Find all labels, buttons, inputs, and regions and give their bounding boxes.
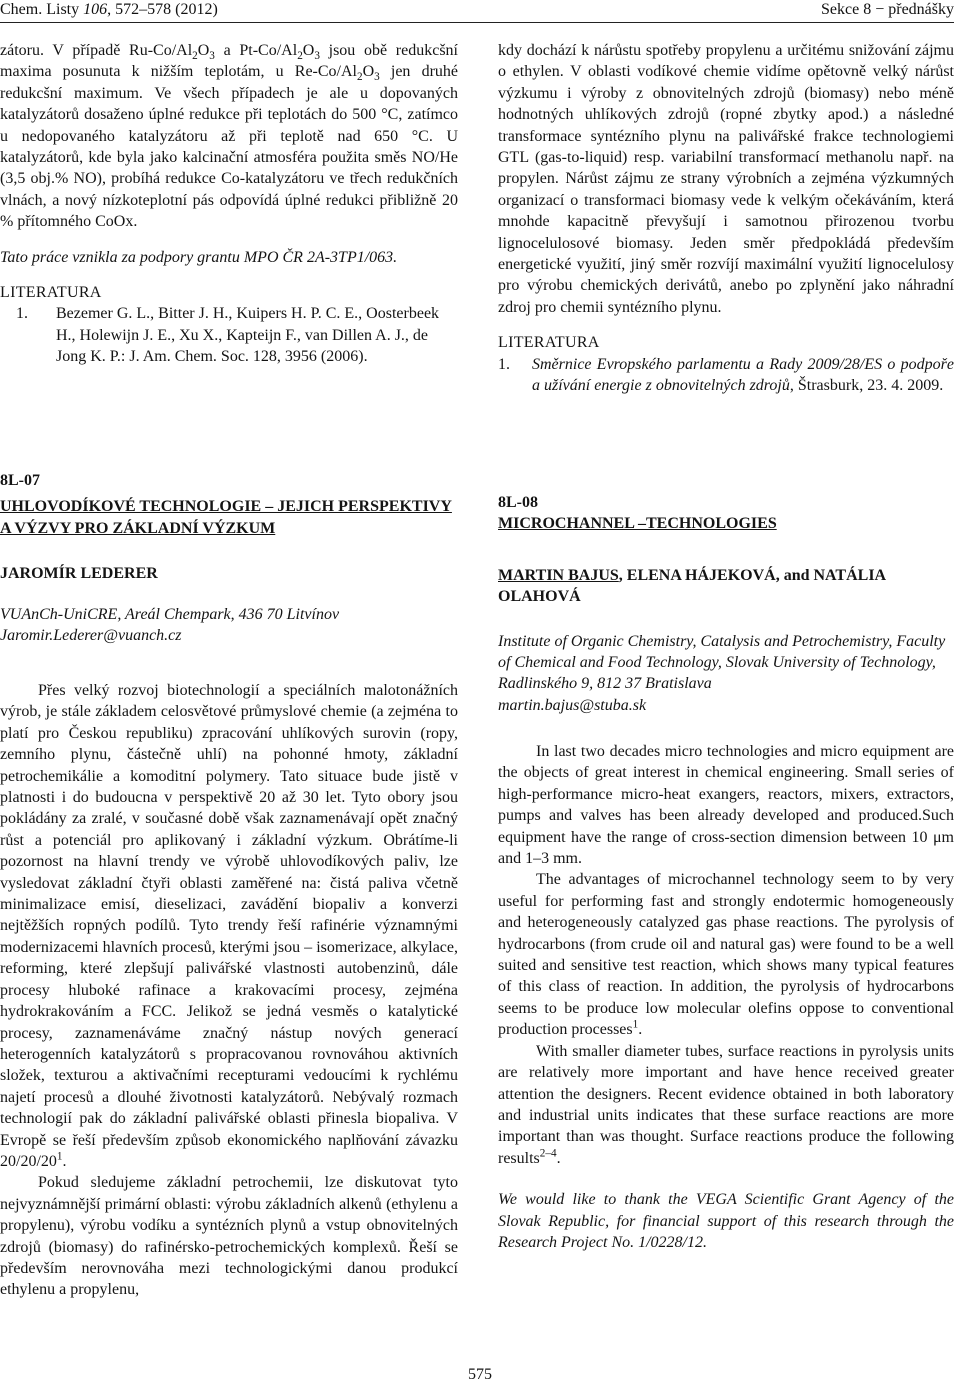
email-right: martin.bajus@stuba.sk — [498, 696, 647, 714]
abstract-left-body — [0, 680, 458, 1301]
coauthors: , ELENA HÁJEKOVÁ, and NATÁLIA OLAHOVÁ — [498, 566, 886, 606]
grant-note: Tato práce vznikla za podpory grantu MPO ČR 2A-3TP1/063. — [0, 248, 398, 266]
journal-name: Chem. Listy — [0, 1, 80, 18]
reference-number: 1. — [16, 305, 28, 323]
abstract-right-body — [498, 741, 954, 1253]
author-left: JAROMÍR LEDERER — [0, 565, 158, 583]
reference-item — [498, 354, 954, 397]
abstract-code-right: 8L-08 — [498, 494, 538, 511]
reference-title: Směrnice Evropského parlamentu a Rady 2009/28/ES o podpoře a užívání energie z obnovitelných zdrojů — [532, 355, 954, 395]
page-header — [0, 0, 960, 22]
abstract-left-paragraph-2: Pokud sledujeme základní petrochemii, lze diskutovat tyto nejvyznámnější primární oblasti: výrobu základních alkenů (ethylenu a propylenu), výrobu vodíku a syntézních plynů a vstup obnovitelných zdrojů (biomasy) do rafinérsko-petrochemických komplexů. Řeší se především nerovnováha mezi technologickými danou produkcí ethylenu a propylenu, — [0, 1174, 458, 1299]
abstract-right-paragraph-3: With smaller diameter tubes, surface reactions in pyrolysis units are relatively more important and have hence received greater attention the designers. Recent evidence obtained in both laboratory and industrial units indicates that these surface reactions are more important than was thought. Surface reactions produce the following results$^{2-4}$. — [498, 1042, 954, 1167]
journal-citation — [0, 0, 218, 20]
abstract-right — [498, 492, 954, 716]
journal-volume: 106 — [83, 1, 108, 18]
literature-heading-left: LITERATURA — [0, 284, 102, 302]
reference-text: Bezemer G. L., Bitter J. H., Kuipers H. P. C. E., Oosterbeek H., Holewijn J. E., Xu X., Kapteijn F., van Dillen A. J., de Jong K. P.: J. Am. Chem. Soc. 128, 3956 (2006). — [56, 305, 440, 366]
abstract-left — [0, 470, 458, 646]
left-column-top — [0, 40, 458, 368]
reference-number: 1. — [498, 355, 510, 373]
journal-pages: , 572–578 (2012) — [107, 1, 218, 18]
authors-right — [498, 565, 954, 608]
abstract-title-left: UHLOVODÍKOVÉ TECHNOLOGIE – JEJICH PERSPEKTIVY A VÝZVY PRO ZÁKLADNÍ VÝZKUM — [0, 498, 452, 537]
affiliation-right: Institute of Organic Chemistry, Catalysis and Petrochemistry, Faculty of Chemical and Food Technology, Slovak University of Technology, Radlinského 9, 812 37 Bratislava — [498, 632, 946, 693]
page-number: 575 — [468, 1366, 492, 1383]
abstract-right-paragraph-1: In last two decades micro technologies and micro equipment are the objects of great interest in chemical engineering. Small series of high-performance micro-heat exangers, reactors, mixers, extractors, pumps and valves has been already developed and produced.Such equipment have the range of cross-section dimension between 10 μm and 1–3 mm. — [498, 743, 954, 868]
section-label: Sekce 8 − přednášky — [821, 1, 954, 18]
right-top-paragraph: kdy dochází k nárůstu spotřeby propylenu a určitému snižování zájmu o ethylen. V oblasti vodíkové chemie vidíme opětovně velký nárůst výzkumu i výroby z obnovitelných zdrojů (biomasy) nebo méně hodnotných uhlíkových zdrojů (ropné zbytky apod.) a následné transformace syntézního plynu na palivářské frakce technologiemi GTL (gas-to-liquid) resp. variabilní transformací methanolu např. na propylen. Nárůst zájmu ze strany výrobních a zejména výzkumných organizací o transformaci biomasy vede k velkým očekáváním, která mnohde kapacitně převyšují i samotnou přirozenou tvorbu lignocelulosové biomasy. Jeden směr předpokládá především energetické využití, jiný směr rozvíjí maximální využití lignocelulosy pro výrobu chemických derivátů, anebo po zplynění jako náhradní zdroj pro chemii syntézního plynu. — [498, 42, 954, 316]
affiliation-left: VUAnCh-UniCRE, Areál Chempark, 436 70 Litvínov — [0, 605, 340, 623]
abstract-title-right: MICROCHANNEL –TECHNOLOGIES — [498, 515, 777, 533]
abstract-right-paragraph-2: The advantages of microchannel technology seem to by very useful for performing fast and strongly endotermic homogeneously and heterogeneously catalyzed gas phase reactions. The pyrolysis of hydrocarbons (from crude oil and natural gas) were found to be a well suited and sensitive test reaction, which shows many typical features of this class of reaction. In addition, the pyrolysis of hydrocarbons seems to be produce low molecular olefins oppose to conventional production processes$^1$. — [498, 871, 954, 1039]
presenting-author: MARTIN BAJUS — [498, 566, 619, 584]
reference-item — [0, 303, 458, 367]
reference-list-left — [0, 303, 458, 367]
abstract-code-left: 8L-07 — [0, 472, 40, 489]
email-left: Jaromir.Lederer@vuanch.cz — [0, 627, 182, 645]
abstract-left-paragraph-1: Přes velký rozvoj biotechnologií a speciálních malotonážních výrob, je stále základem celosvětové průmyslové chemie (a zejména to platí pro Českou republiku) zpracování uhlíkových surovin (ropy, zemního plynu, částečně uhlí) na pohonné hmoty, základní petrochemikálie a komoditní polymery. Tato situace bude jistě v platnosti i do budoucna v perspektivě 20 až 30 let. Tyto obory jsou pokládány za zralé, v současné době však zaznamenávají opět značný růst a potenciál pro aplikovaný i základní výzkum. Obrátíme-li pozornost na hlavní trendy ve výrobě uhlovodíkových paliv, lze vysledovat základní čtyři oblasti zaměřené na: čistá paliva včetně minimalizace emisí, dieselizaci, zavádění biopaliv a konverzi nejtěžších ropných podílů. Tyto trendy řeší rafinérie významnými modernizacemi hlavních procesů, kterými jsou – isomerizace, alkylace, reforming, které zlepšují palivářské vlastnosti autobenzinů, dále procesy hluboké rafinace a krakovacími procesy, zejména hydrokrakováním a FCC. Jelikož se jedná vesměs o katalytické procesy, zaznamenáváme značný nástup nových generací heterogenních katalyzátorů s propracovanou rovnováhou aktivních složek, texturou a aktivačními recepturami vedoucími k rychlému najetí procesů a dlouhé životnosti katalyzátorů. Nebývalý rozmach technologií pak do základní palivářské oblasti přinesla biopaliva. V Evropě se řeší především způsob ekonomického naplňování závazku $20/20/20^1$. — [0, 682, 458, 1170]
reference-tail: , Štrasburk, 23. 4. 2009. — [789, 377, 944, 395]
acknowledgement: We would like to thank the VEGA Scientific Grant Agency of the Slovak Republic, for financial support of this research through the Research Project No. 1/0228/12. — [498, 1191, 954, 1251]
header-rule — [0, 22, 954, 23]
left-top-paragraph: zátoru. V případě $Ru-Co/Al_2O_3$ a $Pt-Co/Al_2O_3$ jsou obě redukcšní maxima posunuta k nižším teplotám, u $Re-Co/Al_2O_3$ jen druhé redukcšní maximum. Ve všech případech je ale u dopovaných katalyzátorů dosaženo úplné redukce při teplotách do 500 °C, zatímco u nedopovaného katalyzátoru až při teplotě nad 650 °C. U katalyzátorů, kde byla jako kalcinační atmosféra použita směs NO/He (3,5 obj.% NO), probíhá redukce Co-katalyzátoru ve třech redukčních vlnách, a nový nízkoteplotní pás odpovídá úplné redukci přibližně 20 % přítomného CoOx. — [0, 42, 459, 231]
literature-heading-right: LITERATURA — [498, 334, 600, 352]
right-column-top — [498, 40, 954, 397]
